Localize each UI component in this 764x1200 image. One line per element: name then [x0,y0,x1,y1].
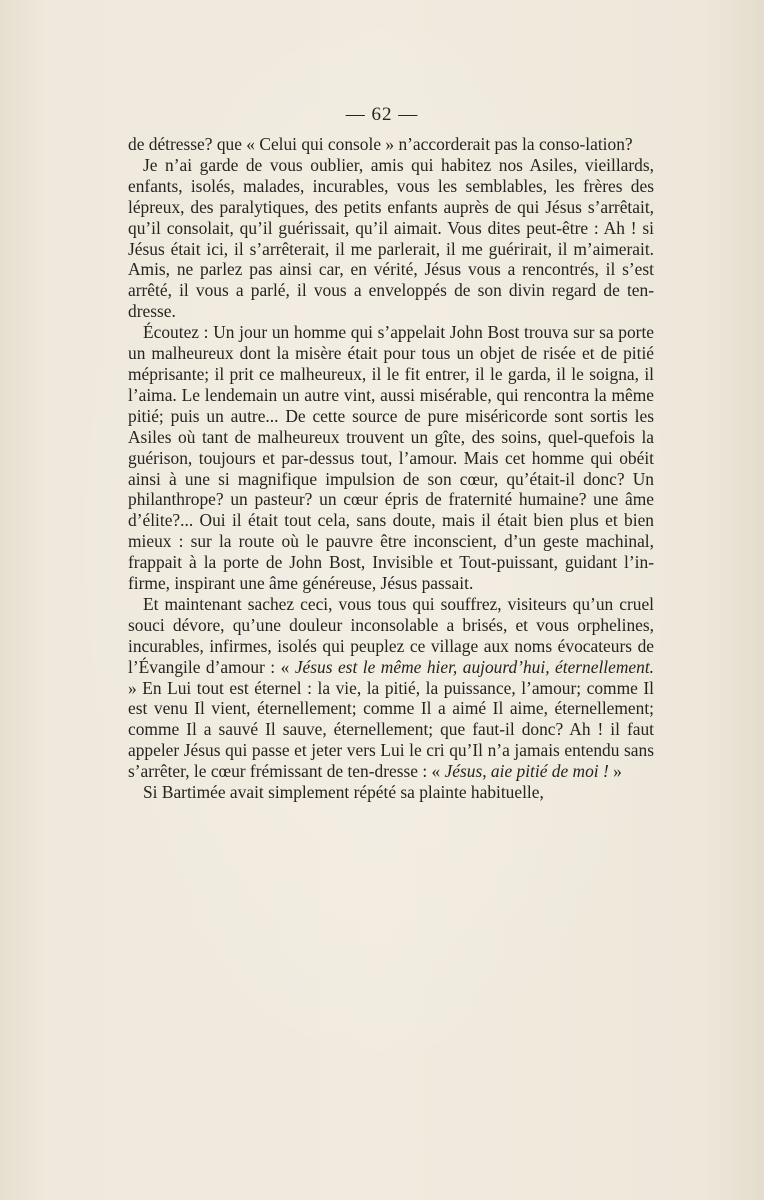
italic-text: Jésus, aie pitié de moi ! [444,761,609,782]
text-run: de détresse? que « Celui qui console » n’accorderait pas la conso-lation? [128,134,633,154]
body-text [128,134,654,803]
text-run: » [608,761,622,782]
text-run: Écoutez : Un jour un homme qui s’appelait John Bost trouva sur sa porte un malheureux dont la misère était pour tous un objet de risée et de pitié méprisante; il prit ce malheureux, il le fit entrer, il le garda, il le soigna, il l’aima. Le lendemain un autre vint, aussi misérable, qui rencontra la même pitié; puis un autre... De cette source de pure miséricorde sont sortis les Asiles où tant de malheureux trouvent un gîte, des soins, quel-quefois la guérison, toujours et par-dessus tout, l’amour. Mais cet homme qui obéit ainsi à une si magnifique impulsion de son cœur, qu’était-il donc? Un philanthrope? un pasteur? un cœur épris de fraternité humaine? une âme d’élite?... Oui il était tout cela, sans doute, mais il était bien plus et bien mieux : sur la route où le pauvre être inconscient, d’un geste machinal, frappait à la porte de John Bost, Invisible et Tout-puissant, guidant l’in-firme, inspirant une âme généreuse, Jésus passait. [128,322,654,594]
text-run: Si Bartimée avait simplement répété sa plainte habituelle, [143,782,544,803]
paragraph [128,322,654,594]
paragraph [128,782,654,803]
paragraph [128,594,654,782]
paragraph [128,134,654,155]
italic-text: Jésus est le même hier, aujourd’hui, éternellement. [294,656,655,677]
text-run: » En Lui tout est éternel : la vie, la pitié, la puissance, l’amour; comme Il est venu Il vient, éternellement; comme Il a aimé Il aime, éternellement; comme Il a sauvé Il sauve, éternellement; que faut-il donc? Ah ! il faut appeler Jésus qui passe et jeter vers Lui le cri qu’Il n’a jamais entendu sans s’arrêter, le cœur frémissant de ten-dresse : « [128,677,654,782]
paragraph [128,155,654,322]
page-number: — 62 — [345,104,419,125]
text-run: Et maintenant sachez ceci, vous tous qui souffrez, visiteurs qu’un cruel souci dévore, qu’une douleur inconsolable a brisés, et vous orphelines, incurables, infirmes, isolés qui peuplez ce village aux noms évocateurs de l’Évangile d’amour : « [128,593,654,677]
text-run: Je n’ai garde de vous oublier, amis qui habitez nos Asiles, vieillards, enfants, isolés, malades, incurables, vous les semblables, les frères des lépreux, des paralytiques, des petits enfants auprès de qui Jésus s’arrêtait, qu’il consolait, qu’il guérissait, qu’il aimait. Vous dites peut-être : Ah ! si Jésus était ici, il s’arrêterait, il me parlerait, il me guérirait, il m’aimerait. Amis, ne parlez pas ainsi car, en vérité, Jésus vous a rencontrés, il s’est arrêté, il vous a parlé, il vous a enveloppés de son divin regard de ten-dresse. [128,154,654,322]
